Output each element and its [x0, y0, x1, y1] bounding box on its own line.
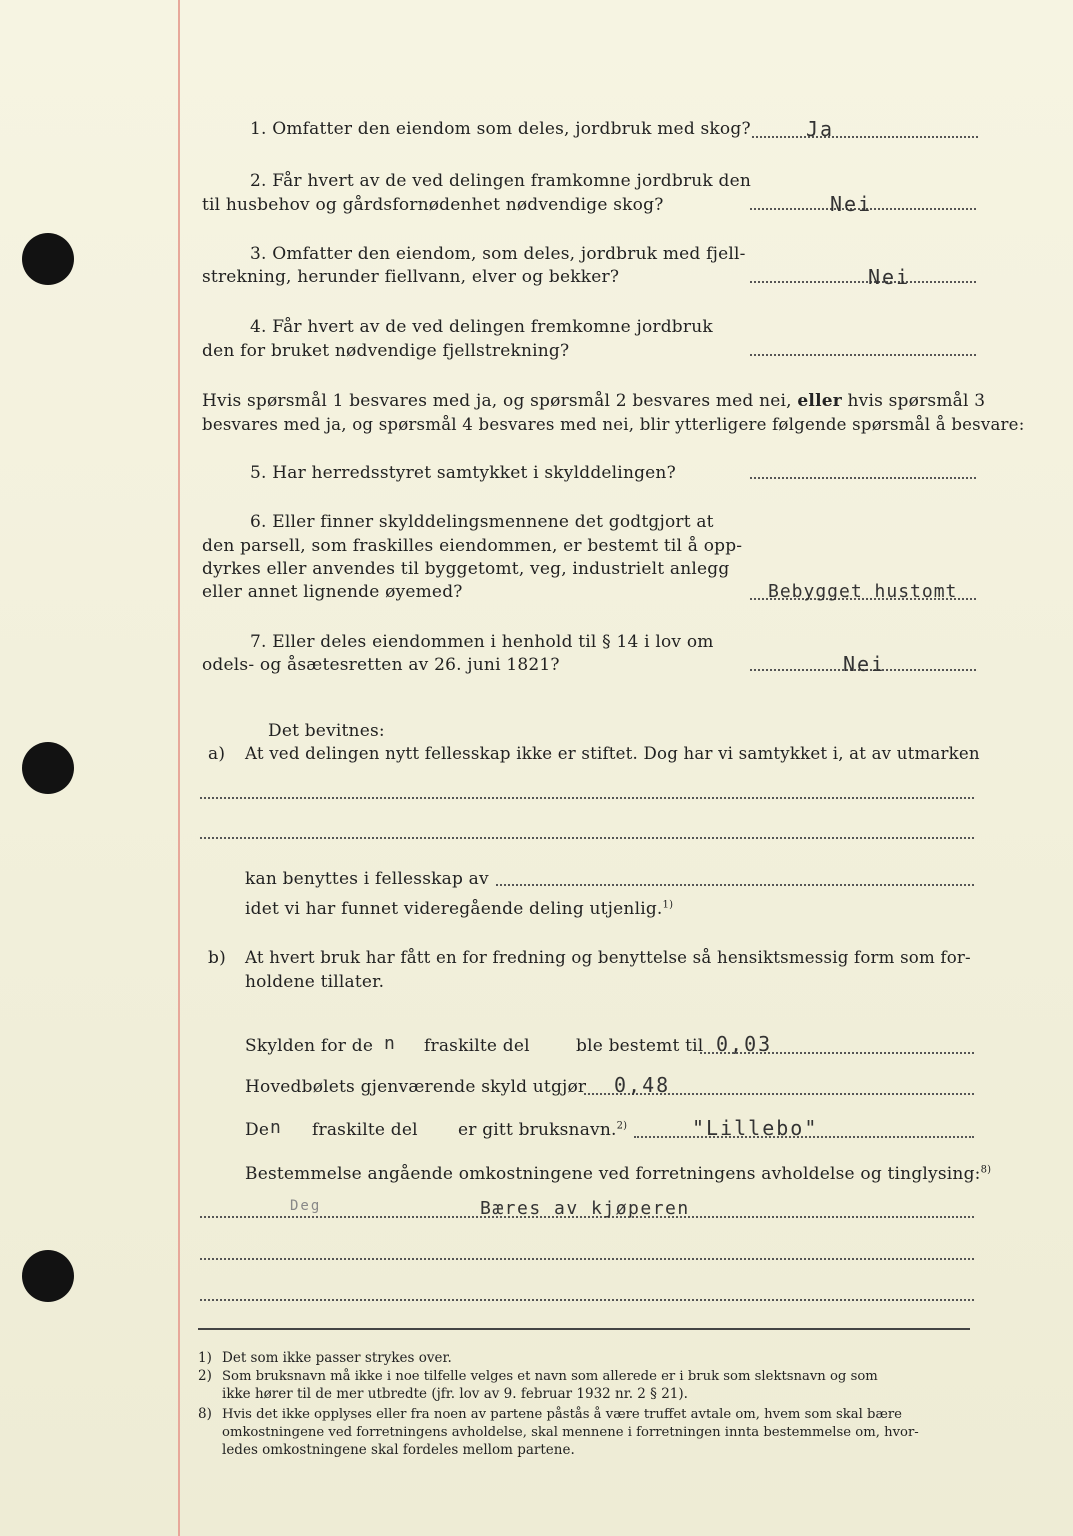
skyld-label-a: Skylden for de [245, 1036, 374, 1056]
answer-6: Bebygget hustomt [768, 581, 958, 602]
question-5: 5. Har herredsstyret samtykket i skylddelingen? [250, 463, 676, 483]
footnote-3-line2: omkostningene ved forretningens avholdelse, skal mennene i forretningen innta bestemmelse om, hvor- [222, 1425, 919, 1440]
bruksnavn-value: "Lillebo" [692, 1116, 819, 1140]
bruksnavn-label-c: er gitt bruksnavn.$^{2)}$ [458, 1120, 628, 1140]
utmark-line-1 [200, 797, 974, 799]
question-7-line2: odels- og åsætesretten av 26. juni 1821? [202, 655, 560, 675]
conditional-line2: besvares med ja, og spørsmål 4 besvares med nei, blir ytterligere følgende spørsmål å besvare: [202, 415, 1025, 434]
testimony-a-text: At ved delingen nytt fellesskap ikke er stiftet. Dog har vi samtykket i, at av utmarken [245, 744, 980, 763]
question-2-line2: til husbehov og gårdsfornødenhet nødvendige skog? [202, 195, 664, 215]
question-1: 1. Omfatter den eiendom som deles, jordbruk med skog? [250, 119, 751, 139]
footnote-2-line1: Som bruksnavn må ikke i noe tilfelle velges et navn som allerede er i bruk som slektsnavn og som [222, 1369, 878, 1384]
testimony-b-line1: At hvert bruk har fått en for fredning og benyttelse så hensiktsmessig form som for- [245, 948, 971, 967]
hovedbol-value: 0,48 [614, 1073, 671, 1097]
idet-text: idet vi har funnet videregående deling utjenlig.$^{1)}$ [245, 899, 674, 919]
punch-hole-middle [22, 742, 74, 794]
answer-line-5 [750, 477, 976, 479]
skyld-hand-n: n [384, 1033, 397, 1054]
bruksnavn-label-a: De [245, 1120, 270, 1140]
bestemmelse-line-3 [200, 1299, 974, 1301]
bruksnavn-hand-n: n [270, 1117, 283, 1138]
kan-benyttes-text: kan benyttes i fellesskap av [245, 869, 489, 889]
footnote-rule [198, 1328, 970, 1330]
footnote-2-mark: 2) [198, 1368, 212, 1384]
footnote-3-line3: ledes omkostningene skal fordeles mellom partene. [222, 1442, 575, 1458]
conditional-line1: Hvis spørsmål 1 besvares med ja, og spørsmål 2 besvares med nei, eller hvis spørsmål 3 [202, 391, 986, 411]
bestemmelse-line-2 [200, 1258, 974, 1260]
punch-hole-bottom [22, 1250, 74, 1302]
question-2-line1: 2. Får hvert av de ved delingen framkomne jordbruk den [250, 171, 752, 191]
testimony-heading: Det bevitnes: [268, 721, 385, 741]
answer-3: Nei [868, 265, 911, 289]
skyld-value: 0,03 [716, 1032, 773, 1056]
struck-text: Deg [290, 1198, 322, 1214]
footnote-3-line1: Hvis det ikke opplyses eller fra noen av partene påstås å være truffet avtale om, hvem som skal bære [222, 1407, 902, 1422]
answer-line-1 [752, 136, 978, 138]
question-7-line1: 7. Eller deles eiendommen i henhold til § 14 i lov om [250, 632, 714, 652]
fellesskap-line [496, 884, 974, 886]
skyld-label-c: ble bestemt til [576, 1036, 704, 1056]
question-3-line2: strekning, herunder fiellvann, elver og bekker? [202, 267, 620, 287]
punch-hole-top [22, 233, 74, 285]
hovedbol-label: Hovedbølets gjenværende skyld utgjør [245, 1077, 587, 1097]
question-6-line4: eller annet lignende øyemed? [202, 582, 463, 602]
margin-line [178, 0, 180, 1536]
utmark-line-2 [200, 837, 974, 839]
skyld-label-b: fraskilte del [424, 1036, 530, 1056]
question-4-line2: den for bruket nødvendige fjellstrekning? [202, 341, 570, 361]
testimony-b-marker: b) [208, 948, 226, 968]
testimony-a-marker: a) [208, 744, 226, 764]
bruksnavn-label-b: fraskilte del [312, 1120, 418, 1140]
bestemmelse-value: Bæres av kjøperen [480, 1198, 690, 1219]
answer-line-3 [750, 281, 976, 283]
testimony-b-line2: holdene tillater. [245, 972, 385, 992]
answer-line-4 [750, 354, 976, 356]
question-4-line1: 4. Får hvert av de ved delingen fremkomne jordbruk [250, 317, 713, 337]
answer-7: Nei [843, 652, 886, 676]
question-6-line1: 6. Eller finner skylddelingsmennene det godtgjort at [250, 512, 714, 532]
answer-1: Ja [806, 117, 835, 141]
footnote-2-line2: ikke hører til de mer utbredte (jfr. lov av 9. februar 1932 nr. 2 § 21). [222, 1386, 688, 1402]
answer-2: Nei [830, 192, 873, 216]
question-6-line3: dyrkes eller anvendes til byggetomt, veg, industrielt anlegg [202, 559, 730, 579]
bestemmelse-label: Bestemmelse angående omkostningene ved forretningens avholdelse og tinglysing:$^{8)}$ [245, 1164, 992, 1184]
footnote-1-mark: 1) [198, 1350, 212, 1366]
footnote-3-mark: 8) [198, 1406, 212, 1422]
question-6-line2: den parsell, som fraskilles eiendommen, er bestemt til å opp- [202, 536, 743, 556]
footnote-1: Det som ikke passer strykes over. [222, 1350, 452, 1366]
question-3-line1: 3. Omfatter den eiendom, som deles, jordbruk med fjell- [250, 244, 746, 264]
